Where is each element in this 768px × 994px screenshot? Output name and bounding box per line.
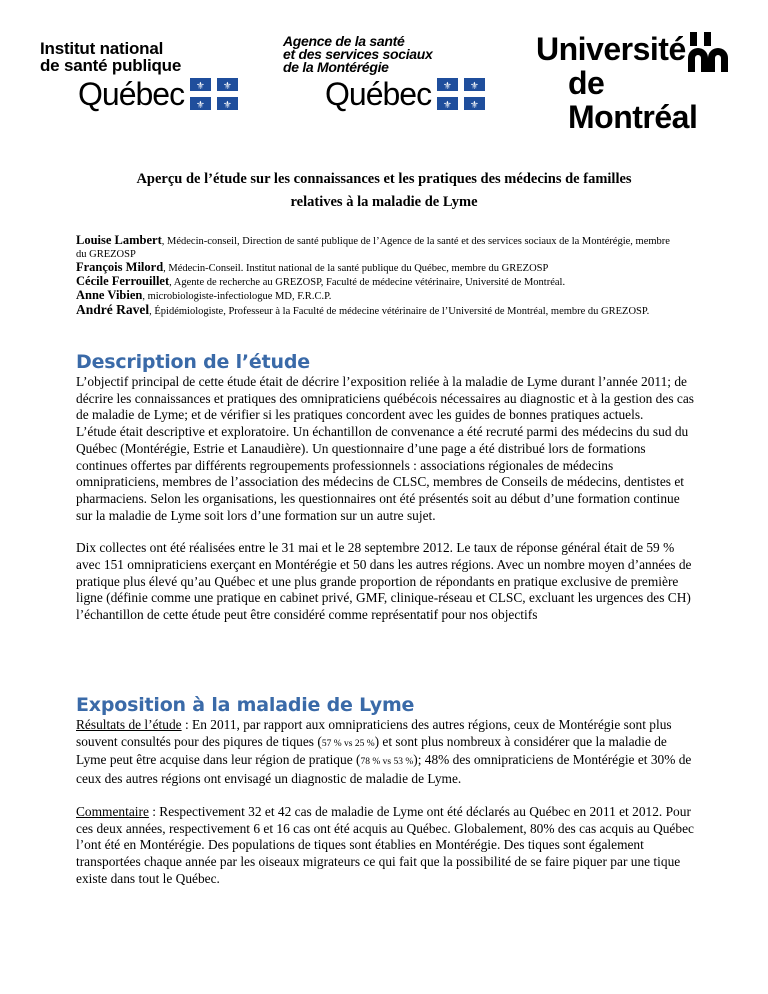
agence-quebec-wordmark: Québec	[325, 76, 432, 112]
svg-text:⚜: ⚜	[223, 81, 233, 92]
exposition-heading: Exposition à la maladie de Lyme	[76, 694, 415, 716]
author-affiliation: , Médecin-Conseil. Institut national de la santé publique du Québec, membre du GREZOSP	[163, 263, 549, 274]
document-title-line1: Aperçu de l’étude sur les connaissances et les pratiques des médecins de familles	[136, 171, 632, 187]
results-text: ); 48% des omnipraticiens de Montérégie et 30% de ceux des autres régions ont envisagé un diagnostic de maladie de Lyme.	[76, 752, 692, 787]
agence-logo	[283, 35, 485, 110]
svg-text:⚜: ⚜	[196, 81, 206, 92]
author-name: Cécile Ferrouillet	[76, 274, 170, 288]
author-entry	[76, 261, 676, 275]
svg-text:⚜: ⚜	[196, 100, 206, 110]
description-paragraph-1: L’objectif principal de cette étude était de décrire l’exposition reliée à la maladie de Lyme durant l’année 2011; de décrire les connaissances et pratiques des omnipraticiens québécois nécessaires au diagnostic et à la gestion des cas de maladie de Lyme; et de vérifier si les pratiques concordent avec les guides de bonnes pratiques actuels.	[76, 374, 694, 423]
author-list	[76, 234, 676, 318]
exposition-section	[76, 693, 696, 887]
author-name: François Milord	[76, 260, 164, 274]
comment-label: Commentaire	[76, 803, 149, 819]
description-heading: Description de l’étude	[76, 351, 310, 373]
author-name: Anne Vibien	[76, 288, 143, 302]
document-title	[100, 168, 668, 214]
svg-text:⚜: ⚜	[223, 100, 233, 110]
author-entry	[76, 275, 676, 289]
author-affiliation: , Épidémiologiste, Professeur à la Faculté de médecine vétérinaire de l’Université de Montréal, membre du GREZOSP.	[149, 306, 650, 317]
udm-logo	[536, 31, 736, 135]
document-title-line2: relatives à la maladie de Lyme	[290, 194, 478, 210]
author-entry	[76, 303, 676, 318]
results-text: ) et sont plus nombreux à considérer que la maladie de Lyme peut être acquise dans leur région de pratique (	[76, 733, 667, 768]
stat-tick-bites: 57 % vs 25 %	[321, 738, 375, 749]
logo-bar	[0, 0, 768, 135]
agence-logo-line2: et des services sociaux	[283, 46, 433, 62]
author-name: André Ravel	[76, 302, 150, 317]
quebec-flag-icon	[190, 78, 238, 110]
description-paragraph-2: L’étude était descriptive et exploratoire. Un échantillon de convenance a été recruté parmi des médecins du sud du Québec (Montérégie, Estrie et Lanaudière). Un questionnaire d’une page a été distribué lors de formations continues offertes par différents regroupements professionnels : associations régionales de médecins omnipraticiens, membres de l’association des médecins de CLSC, membres de Conseils de médecins, dentistes et pharmaciens. Selon les organisations, les questionnaires ont été présentés soit au début d’une formation continue sur la maladie de Lyme soit lors d’une formation sur un autre sujet.	[76, 424, 689, 523]
results-paragraph	[76, 717, 696, 788]
author-entry	[76, 289, 676, 303]
stat-local-acquisition: 78 % vs 53 %	[360, 757, 414, 768]
svg-text:⚜: ⚜	[470, 100, 480, 110]
udm-logo-line2: de Montréal	[568, 65, 698, 135]
agence-logo-line1: Agence de la santé	[283, 33, 405, 49]
svg-text:⚜: ⚜	[443, 81, 453, 92]
results-text: : En 2011, par rapport aux omnipraticiens des autres régions, ceux de Montérégie sont plus souvent consultés pour des piqures de tiques (	[76, 717, 672, 749]
quebec-flag-icon	[437, 78, 485, 110]
udm-logo-line1: Université	[536, 31, 686, 67]
author-name: Louise Lambert	[76, 233, 162, 247]
author-affiliation: , Agente de recherche au GREZOSP, Faculté de médecine vétérinaire, Université de Montréal.	[169, 277, 566, 288]
author-affiliation: , microbiologiste-infectiologue MD, F.R.C.P.	[142, 291, 332, 302]
comment-text: : Respectivement 32 et 42 cas de maladie de Lyme ont été déclarés au Québec en 2011 et 2012. Pour ces deux années, respectivement 6 et 16 cas ont été acquis au Québec. Globalement, 80% des cas acquis au Québec l’ont été en Montérégie. Des populations de tiques sont établies en Montérégie. Des tiques sont également transportées chaque année par les oiseaux migrateurs ce qui fait que la possibilité de se faire piquer par une tique existe dans tout le Québec.	[76, 803, 694, 886]
agence-logo-line3: de la Montérégie	[283, 59, 389, 75]
description-section	[76, 350, 696, 624]
inspq-logo-line2: de santé publique	[40, 56, 182, 75]
author-affiliation: , Médecin-conseil, Direction de santé publique de l’Agence de la santé et des services sociaux de la Montérégie, membre du GREZOSP	[76, 236, 670, 260]
results-label: Résultats de l’étude	[76, 717, 182, 732]
svg-text:⚜: ⚜	[443, 100, 453, 110]
author-entry	[76, 234, 676, 261]
svg-text:⚜: ⚜	[470, 81, 480, 92]
comment-paragraph	[76, 804, 696, 888]
inspq-quebec-wordmark: Québec	[78, 76, 185, 112]
udm-emblem-icon	[686, 32, 730, 72]
inspq-logo	[40, 40, 238, 110]
description-paragraph-3: Dix collectes ont été réalisées entre le 31 mai et le 28 septembre 2012. Le taux de réponse général était de 59 % avec 151 omnipraticiens exerçant en Montérégie et 50 dans les autres régions. Avec un nombre moyen d’années de pratique plus élevé qu’au Québec et une plus grande proportion de répondants en pratique exclusive de première ligne (définie comme une pratique en cabinet privé, GMF, clinique-réseau et CLSC, excluant les urgences des CH) l’échantillon de cette étude peut être considéré comme représentatif pour nos objectifs	[76, 540, 692, 623]
inspq-logo-line1: Institut national	[40, 39, 164, 58]
